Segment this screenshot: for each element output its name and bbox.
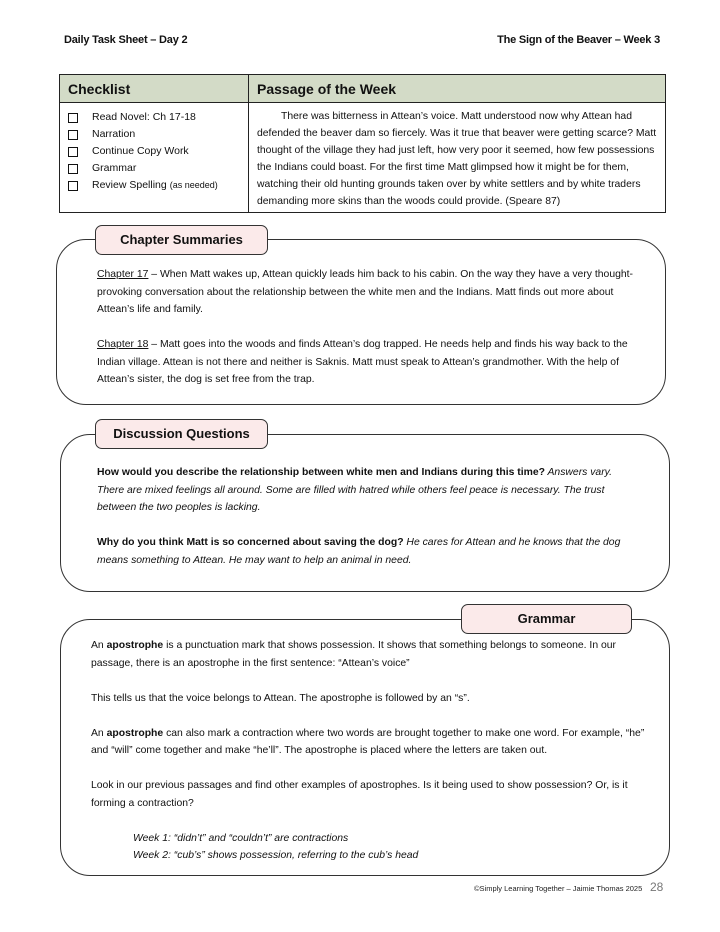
grammar-title: Grammar [461,604,632,634]
chapter-summary-text: – Matt goes into the woods and finds Attean’s dog trapped. He needs help and finds his way back to the Indian village. Attean is not there and neither is Saknis. Matt must speak to Attean’s grandmother. With the help of Attean’s sister, the dog is set free from the trap. [97,339,628,385]
grammar-content [91,637,651,865]
checklist-item[interactable] [68,160,248,177]
answer-text: Answers vary. There are mixed feelings all around. Some are filled with hatred while others feel peace is necessary. The trust between the two peoples is lacking. [97,467,612,513]
checklist-item-label: Grammar [92,162,137,174]
checklist-item[interactable] [68,126,248,143]
passage-column [249,75,665,212]
checklist-column [60,75,249,212]
discussion-item [97,534,637,569]
question-text: Why do you think Matt is so concerned about saving the dog? [97,537,404,548]
grammar-text: An [91,727,107,739]
passage-text: There was bitterness in Attean’s voice. Matt understood now why Attean had defended the beaver dam so fiercely. Was it true that beaver were getting scarce? Matt thought of the village they had just left, how very poor it seemed, how few possessions the Indians could boast. For the first time Matt glimpsed how it might be for them, watching their old hunting grounds taken over by white settlers and by white traders demanding more skins than the woods could provide. (Speare 87) [257,111,657,207]
week-examples [133,830,651,865]
checklist-passage-table [59,74,666,213]
page-number: 28 [650,880,664,894]
checklist-item-label: Read Novel: Ch 17-18 [92,111,196,123]
week-example: Week 2: “cub’s” shows possession, referring to the cub’s head [133,850,419,861]
checklist-item[interactable] [68,143,248,160]
chapter-label: Chapter 18 [97,339,149,350]
checklist-item[interactable] [68,109,248,126]
checklist-item-label: Review Spelling [92,179,167,191]
checkbox-icon[interactable] [68,147,78,157]
chapter-summaries-title: Chapter Summaries [95,225,268,255]
checklist-item-label: Narration [92,128,136,140]
checkbox-icon[interactable] [68,164,78,174]
checklist-item-note: (as needed) [169,180,218,190]
week-example: Week 1: “didn’t” and “couldn’t” are contractions [133,832,349,844]
book-week-title: The Sign of the Beaver – Week 3 [497,34,660,46]
checkbox-icon[interactable] [68,113,78,123]
chapter-summary [97,266,642,319]
checkbox-icon[interactable] [68,130,78,140]
sheet-title: Daily Task Sheet – Day 2 [64,34,188,46]
grammar-text: can also mark a contraction where two words are brought together to make one word. For example, “he” and “will” come together and make “he’ll”. The apostrophe is placed where the letters are taken out. [91,727,645,756]
checklist-item[interactable] [68,177,248,194]
chapter-summary [97,336,642,389]
grammar-paragraph: Look in our previous passages and find other examples of apostrophes. Is it being used to show possession? Or, is it forming a contraction? [91,780,628,809]
grammar-text: An [91,640,107,651]
grammar-term: apostrophe [106,727,164,739]
checkbox-icon[interactable] [68,181,78,191]
footer-credit: ©Simply Learning Together – Jaimie Thomas 2025 [474,884,643,893]
checklist [60,103,248,194]
discussion-item [97,464,637,517]
chapter-summary-text: – When Matt wakes up, Attean quickly leads him back to his cabin. On the way they have a very thought-provoking conversation about the relationship between the white men and the Indians. Matt finds out more about Attean’s life and family. [97,269,633,315]
grammar-term: apostrophe [106,640,164,651]
question-text: How would you describe the relationship between white men and Indians during this time? [97,467,545,478]
checklist-item-label: Continue Copy Work [92,145,189,157]
checklist-heading: Checklist [60,75,248,103]
grammar-paragraph [91,725,651,760]
discussion-questions-title: Discussion Questions [95,419,268,449]
discussion-questions-content [97,464,637,569]
passage-heading: Passage of the Week [249,75,665,103]
grammar-paragraph [91,637,651,672]
grammar-paragraph: This tells us that the voice belongs to Attean. The apostrophe is followed by an “s”. [91,692,470,704]
answer-text: He cares for Attean and he knows that the dog means something to Attean. He may want to help an animal in need. [97,537,621,566]
chapter-summaries-content [97,266,642,389]
chapter-label: Chapter 17 [97,269,149,280]
grammar-text: is a punctuation mark that shows possession. It shows that something belongs to someone. In our passage, there is an apostrophe in the first sentence: “Attean’s voice” [91,640,617,669]
